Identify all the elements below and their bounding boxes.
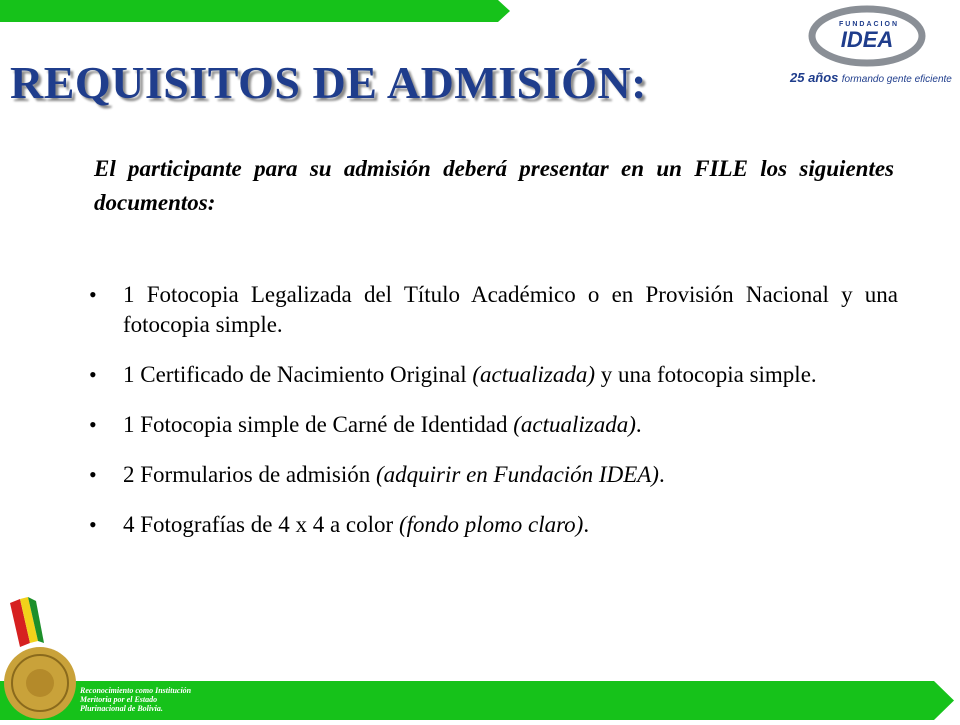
- bullet-icon: •: [89, 362, 97, 387]
- logo-tagline: [790, 70, 952, 85]
- recognition-text: [80, 686, 280, 713]
- recognition-line: Reconocimiento como Institución: [80, 686, 192, 695]
- requirement-text: 1 Certificado de Nacimiento Original: [123, 362, 473, 387]
- requirement-text: 4 Fotografías de 4 x 4 a color: [123, 512, 399, 537]
- requirement-text: 1 Fotocopia simple de Carné de Identidad: [123, 412, 514, 437]
- bullet-icon: •: [89, 282, 97, 307]
- list-item: [86, 510, 898, 540]
- slide-title: REQUISITOS DE ADMISIÓN:: [10, 57, 647, 108]
- requirement-note: (adquirir en Fundación IDEA): [375, 462, 659, 487]
- requirement-text-end: .: [635, 412, 642, 437]
- recognition-line: Plurinacional de Bolivia.: [80, 704, 163, 713]
- logo-idea-text: IDEA: [840, 27, 894, 52]
- list-item: [86, 360, 898, 390]
- requirement-text-end: .: [658, 462, 665, 487]
- list-item: [86, 410, 898, 440]
- list-item: [86, 460, 898, 490]
- requirement-note: (actualizada): [472, 362, 596, 387]
- requirement-note: (fondo plomo claro): [398, 512, 584, 537]
- logo-tagline-text: formando gente eficiente: [841, 74, 952, 85]
- requirement-text: 1 Fotocopia Legalizada del Título Académico o en Provisión Nacional y una fotocopia simple.: [123, 282, 898, 337]
- bullet-icon: •: [89, 462, 97, 487]
- logo-tagline-years: 25 años: [790, 70, 839, 85]
- requirement-text-end: .: [583, 512, 590, 537]
- logo-fundacion-text: FUNDACION: [839, 21, 899, 28]
- requirements-list: [86, 280, 898, 560]
- bullet-icon: •: [89, 412, 97, 437]
- top-green-bar: [0, 0, 510, 22]
- list-item: [86, 280, 898, 340]
- medal-icon: [0, 595, 80, 720]
- requirement-text: 2 Formularios de admisión: [123, 462, 376, 487]
- intro-text: El participante para su admisión deberá presentar en un FILE los siguientes documentos:: [94, 156, 894, 215]
- bullet-icon: •: [89, 512, 97, 537]
- requirement-text-end: y una fotocopia simple.: [595, 362, 817, 387]
- recognition-line: Meritoria por el Estado: [80, 695, 158, 704]
- requirement-note: (actualizada): [513, 412, 636, 437]
